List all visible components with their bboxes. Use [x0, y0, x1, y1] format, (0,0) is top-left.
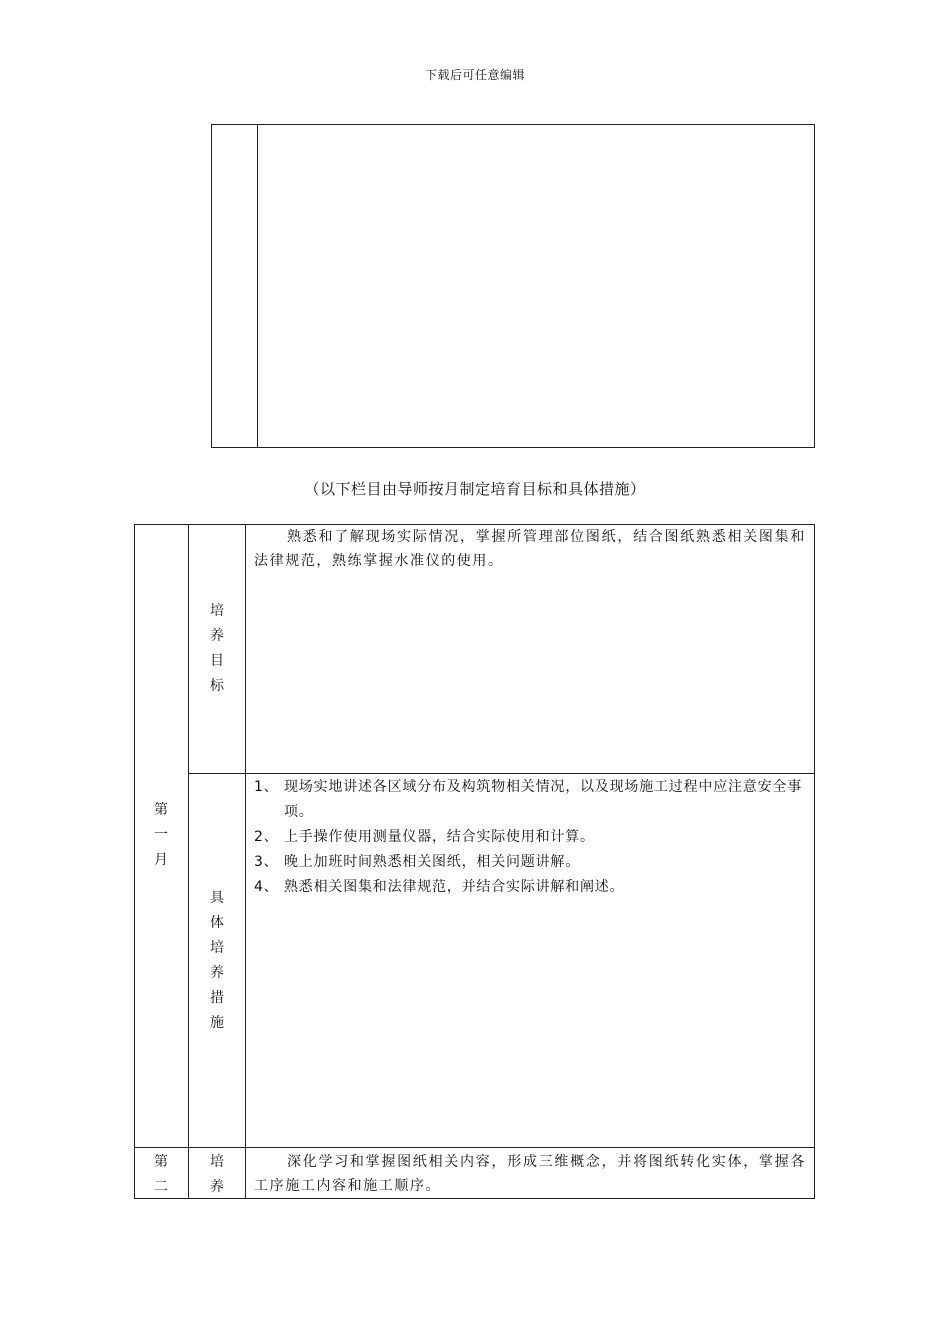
list-item — [254, 825, 808, 850]
month-label-char: 第 — [154, 802, 168, 818]
row-divider-goal-measures — [188, 773, 815, 774]
month-label-char: 第 — [154, 1154, 168, 1170]
list-item-text: 熟悉相关图集和法律规范，并结合实际讲解和阐述。 — [284, 879, 625, 895]
list-item-text: 晚上加班时间熟悉相关图纸，相关问题讲解。 — [284, 854, 580, 870]
table-right-border — [814, 524, 815, 1199]
list-item-text: 现场实地讲述各区域分布及构筑物相关情况，以及现场施工过程中应注意安全事项。 — [284, 779, 802, 820]
list-item — [254, 775, 808, 825]
measures-label-char: 养 — [210, 965, 224, 981]
measures-label — [189, 886, 245, 1036]
section-caption: （以下栏目由导师按月制定培育目标和具体措施） — [304, 480, 646, 498]
month-label-char: 月 — [154, 852, 168, 868]
measures-label-char: 具 — [210, 890, 224, 906]
list-item-number: 1、 — [254, 779, 279, 795]
goal-label-char: 目 — [210, 653, 224, 669]
measures-label-char: 措 — [210, 990, 224, 1006]
measures-label-char: 培 — [210, 940, 224, 956]
goal-label-char: 培 — [210, 603, 224, 619]
month-label-char: 二 — [154, 1179, 168, 1195]
month-two-label — [134, 1150, 188, 1200]
month-one-label — [134, 798, 188, 873]
list-item — [254, 850, 808, 875]
goal-label — [189, 599, 245, 699]
goal-label-char: 养 — [210, 628, 224, 644]
month-label-char: 一 — [154, 827, 168, 843]
month-two-goal-text: 深化学习和掌握图纸相关内容，形成三维概念，并将图纸转化实体，掌握各工序施工内容和施工顺序。 — [254, 1154, 806, 1194]
list-item — [254, 875, 808, 900]
header-note: 下载后可任意编辑 — [424, 68, 525, 82]
list-item-number: 3、 — [254, 854, 279, 870]
month-two-goal-label — [189, 1150, 245, 1200]
measures-list — [254, 775, 808, 900]
measures-label-char: 体 — [210, 915, 224, 931]
measures-label-char: 施 — [210, 1015, 224, 1031]
list-item-number: 4、 — [254, 879, 279, 895]
goal-label-char: 养 — [210, 1179, 224, 1195]
list-item-text: 上手操作使用测量仪器，结合实际使用和计算。 — [284, 829, 595, 845]
row-divider-month-one — [134, 1147, 815, 1148]
goal-text: 熟悉和了解现场实际情况，掌握所管理部位图纸，结合图纸熟悉相关图集和法律规范，熟练掌握水准仪的使用。 — [254, 529, 806, 569]
column-divider-label — [245, 524, 246, 1199]
list-item-number: 2、 — [254, 829, 279, 845]
upper-table-box — [211, 124, 815, 448]
goal-label-char: 培 — [210, 1154, 224, 1170]
goal-label-char: 标 — [210, 678, 224, 694]
upper-table-divider — [257, 125, 258, 447]
